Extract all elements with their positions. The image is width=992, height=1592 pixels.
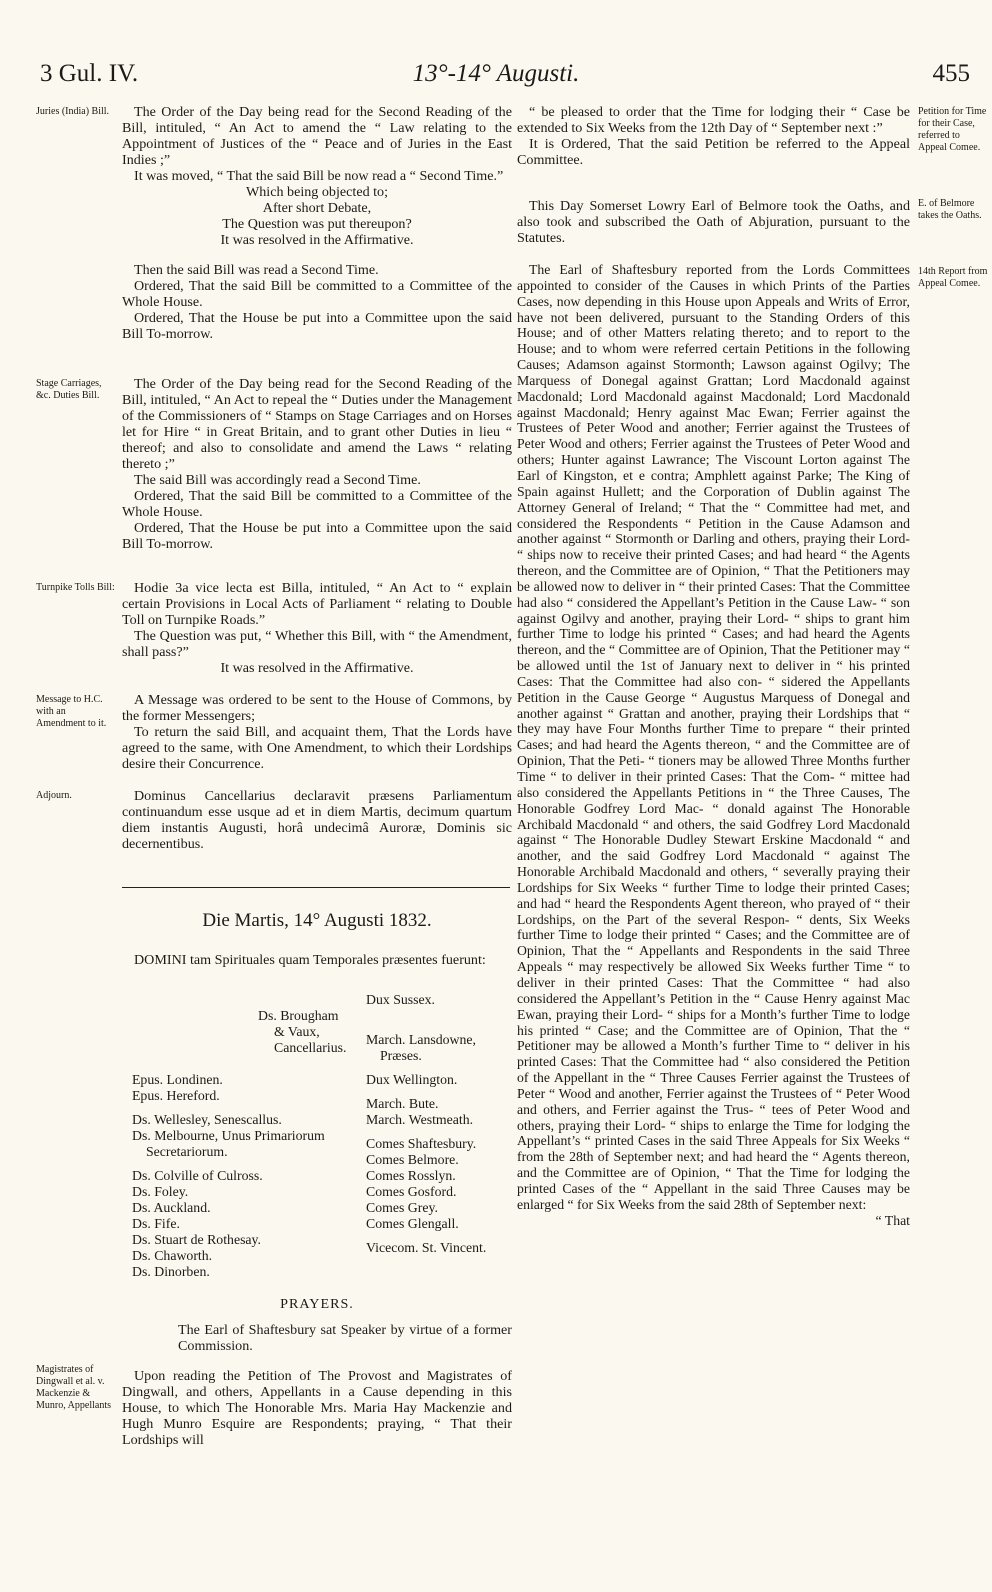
present-lord: Secretariorum. bbox=[146, 1144, 228, 1159]
present-lord bbox=[366, 1088, 516, 1096]
paragraph: The Question was put, “ Whether this Bill, with “ the Amendment, shall pass?” bbox=[122, 628, 512, 660]
paragraph: Ordered, That the House be put into a Committee upon the said Bill To-morrow. bbox=[122, 310, 512, 342]
domini-heading bbox=[122, 952, 512, 968]
paragraph: Ordered, That the said Bill be committed to a Committee of the Whole House. bbox=[122, 488, 512, 520]
present-lord: Ds. Stuart de Rothesay. bbox=[132, 1232, 262, 1247]
header-date bbox=[0, 60, 992, 88]
present-lords-left bbox=[132, 1072, 362, 1280]
paragraph: The Order of the Day being read for the Second Reading of the Bill, intituled, “ An Act to repeal the “ Duties under the Management of the Commissioners of “ Stamps on Stage Carriages and on Horses let for Hire “ in Great Britain, and to grant other Duties in lieu “ thereof; and also to consolidate and amend the Laws “ relating thereto ;” bbox=[122, 376, 512, 472]
present-lord bbox=[366, 1128, 516, 1136]
present-lord bbox=[366, 1024, 516, 1032]
speaker-note: The Earl of Shaftesbury sat Speaker by virtue of a former Commission. bbox=[178, 1322, 512, 1354]
present-lord: Ds. Auckland. bbox=[132, 1200, 211, 1215]
present-lord: Comes Gosford. bbox=[366, 1184, 457, 1199]
present-lord: Ds. Chaworth. bbox=[132, 1248, 213, 1263]
present-lord: Comes Belmore. bbox=[366, 1152, 459, 1167]
header-regnal-year: 3 Gul. IV. bbox=[40, 60, 139, 87]
present-lord: Dux Wellington. bbox=[366, 1072, 458, 1087]
present-lord: Comes Shaftesbury. bbox=[366, 1136, 477, 1151]
section-rule bbox=[122, 887, 510, 888]
adjourn-section bbox=[122, 788, 512, 852]
present-lord: Ds. Wellesley, Senescallus. bbox=[132, 1112, 282, 1127]
page-number: 455 bbox=[932, 60, 970, 87]
margin-note-turnpike: Turnpike Tolls Bill: bbox=[36, 582, 115, 593]
paragraph: The said Bill was accordingly read a Second Time. bbox=[134, 472, 421, 488]
present-lord: Ds. Foley. bbox=[132, 1184, 189, 1199]
margin-note-juries: Juries (India) Bill. bbox=[36, 106, 110, 117]
present-lord: Vicecom. St. Vincent. bbox=[366, 1240, 487, 1255]
paragraph: Ordered, That the said Bill be committed to a Committee of the Whole House. bbox=[122, 278, 512, 310]
message-section bbox=[122, 692, 512, 772]
paragraph: Dominus Cancellarius declaravit præsens Parliamentum continuandum esse usque ad et in diem Martis, decimum quartum diem instantis Augusti, horâ undecimâ Auroræ, Dominis sic decernentibus. bbox=[122, 788, 512, 852]
question-line: The Question was put thereupon? bbox=[222, 216, 412, 232]
paragraph: A Message was ordered to be sent to the House of Commons, by the former Messengers; bbox=[122, 692, 512, 724]
paragraph: Hodie 3a vice lecta est Billa, intituled, “ An Act to “ explain certain Provisions in Local Acts of Parliament “ relating to Double Toll on Turnpike Roads.” bbox=[122, 580, 512, 628]
present-lord bbox=[132, 1160, 362, 1168]
present-lord: March. Bute. bbox=[366, 1096, 439, 1111]
paragraph: Upon reading the Petition of The Provost and Magistrates of Dingwall, and others, Appellants in a Cause depending in this House, to which The Honorable Mrs. Maria Hay Mackenzie and Hugh Munro Esquire are Respondents; praying, “ That their Lordships will bbox=[122, 1368, 512, 1448]
catchword: “ That bbox=[875, 1212, 910, 1228]
margin-note-belmore: E. of Belmore takes the Oaths. bbox=[918, 198, 982, 221]
paragraph: DOMINI tam Spirituales quam Temporales præsentes fuerunt: bbox=[134, 952, 486, 968]
belmore-section bbox=[517, 198, 910, 246]
objection-line: Which being objected to; bbox=[245, 184, 389, 200]
paragraph: It is Ordered, That the said Petition be referred to the Appeal Committee. bbox=[517, 136, 910, 168]
chancellor-office: Cancellarius. bbox=[274, 1040, 347, 1055]
paragraph: “ be pleased to order that the Time for lodging their “ Case be extended to Six Weeks from the 12th Day of “ September next :” bbox=[517, 104, 910, 136]
prayers-heading: PRAYERS. bbox=[280, 1296, 354, 1312]
present-lord: Ds. Fife. bbox=[132, 1216, 180, 1231]
paragraph: This Day Somerset Lowry Earl of Belmore took the Oaths, and also took and subscribed the Oath of Abjuration, pursuant to the Statutes. bbox=[517, 198, 910, 246]
present-lord: Comes Glengall. bbox=[366, 1216, 459, 1231]
present-lord: Ds. Dinorben. bbox=[132, 1264, 210, 1279]
paragraph: To return the said Bill, and acquaint them, That the Lords have agreed to the same, with One Amendment, to which their Lordships desire their Concurrence. bbox=[122, 724, 512, 772]
debate-line: After short Debate, bbox=[262, 200, 372, 216]
present-lord: Ds. Colville of Culross. bbox=[132, 1168, 263, 1183]
report-section bbox=[517, 262, 910, 1228]
header-date-text: 13°-14° Augusti. bbox=[412, 60, 580, 87]
present-lord: Ds. Melbourne, Unus Primariorum bbox=[132, 1128, 325, 1143]
present-lord: March. Lansdowne, bbox=[366, 1032, 476, 1047]
present-lord: Epus. Hereford. bbox=[132, 1088, 220, 1103]
present-lord bbox=[366, 1232, 516, 1240]
present-lord: Præses. bbox=[380, 1048, 422, 1063]
present-lord: Comes Rosslyn. bbox=[366, 1168, 456, 1183]
chancellor-title: & Vaux, bbox=[274, 1024, 320, 1039]
paragraph: Ordered, That the House be put into a Committee upon the said Bill To-morrow. bbox=[122, 520, 512, 552]
margin-note-message: Message to H.C. with an Amendment to it. bbox=[36, 694, 107, 729]
resolution-line: It was resolved in the Affirmative. bbox=[220, 232, 414, 248]
margin-note-stage: Stage Carriages, &c. Duties Bill. bbox=[36, 378, 102, 401]
present-lord bbox=[366, 1016, 516, 1024]
margin-note-petition: Petition for Time for their Case, referred to Appeal Comee. bbox=[918, 106, 987, 153]
chancellor-name: Ds. Brougham bbox=[258, 1008, 339, 1023]
juries-bill-section bbox=[122, 104, 512, 342]
present-lords-right bbox=[366, 992, 516, 1256]
stage-carriages-section bbox=[122, 376, 512, 552]
present-lord: Dux Sussex. bbox=[366, 992, 435, 1007]
prayers-section bbox=[122, 1296, 512, 1448]
paragraph: The Earl of Shaftesbury reported from the Lords Committees appointed to consider of the Causes in which Prints of the Parties Cases, now depending in this House upon Appeals and Writs of Error, have not been delivered, pursuant to the Standing Orders of this House; and of other Matters relating thereto; and to report to the House; and to whom were referred certain Petitions in the following Causes; Adamson against Stormonth; Lawson against Ogilvy; The Marquess of Donegal against Grattan; Lord Macdonald against Macdonald; Lord Macdonald against Macdonald; Lord Macdonald against Macdonald; Henry against Mac Ewan; Ferrier against the Trustees of Peter Wood and another; Ferrier against the Trustees of Peter Wood and others; Ferrier against the Trustees of Peter Wood and others; Hunter against Lawrance; The Viscount Lorton against The Earl of Kingston, et e contra; Amphlett against Parke; The King of Spain against Hullett; and the Corporation of Dublin against The Attorney General of Ireland; “ That the “ Committee had met, and considered the Respondents “ Petition in the Cause Adamson and another against “ Stormonth or Darling and others, praying their Lord- “ ships now to receive their printed Cases; and had heard “ the Agents thereon, and the Committee are of Opinion, “ That the Petitioners may be allowed now to deliver in “ their printed Cases: That the Committee had also “ considered the Appellant’s Petition in the Cause Law- “ son against Ogilvy and another, praying their Lord- “ ships to grant him further Time to lodge his printed “ Cases; and had heard the Agents thereon, and the “ Committee are of Opinion, That the Petitioner may “ be allowed until the 1st of January next to deliver in “ his printed Cases: That the Committee had also con- “ sidered the Appellants Petition in the Cause George “ Augustus Marquess of Donegal and another against “ Grattan and another, praying their Lordships that “ they may have Four Months further Time to prepare “ their printed Cases; and had heard the Agents thereon, “ and the Committee are of Opinion, That the Peti- “ tioners may be allowed Three Months further Time “ to deliver in their printed Cases: That the Com- “ mittee had also considered the Appellants Petitions in “ the Three Causes, The Honorable Godfrey Lord Mac- “ donald against The Honorable Archibald Macdonald “ and others, the said Godfrey Lord Macdonald against “ The Honorable Dudley Stewart Erskine Macdonald “ and another, and the said Godfrey Lord Macdonald “ against The Honorable Archibald Macdonald and others, “ severally praying their Lordships for Six Weeks “ further Time to lodge their printed Cases; and had “ heard the Respondents Agent thereon, who prayed of “ their Lordships, on the Part of the several Respon- “ dents, Six Weeks further Time to lodge their printed “ Cases; and the Committee are of Opinion, That the “ Appellants and Respondents in the said Three Appeals “ may respectively be allowed Six Weeks further Time “ to deliver in their printed Cases: That the Committee “ had also considered the Appellant’s Petition in the “ Cause Henry against Mac Ewan, praying their Lord- “ ships for a Month’s further Time to lodge his printed “ Case; and the Committee are of Opinion, That the “ Petitioner may be allowed a Month’s further Time to “ deliver in his printed Cases: That the Committee had “ also considered the Petition of the Appellant in the “ Three Causes Ferrier against the Trustees of Peter “ Wood and another, Ferrier against the Trustees of “ Peter Wood and others, and Ferrier against the Trus- “ tees of Peter Wood and others, praying their Lord- “ ships to enlarge the Time for lodging the Appellant’s “ printed Cases in the said Three Appeals for Six Weeks “ from the 28th of September next; and had heard the “ Agents thereon, and the Committee are of Opinion, “ That the Time for lodging the printed Cases of the “ Appellant in the said Three Causes may be enlarged “ for Six Weeks from the said 28th of September next: bbox=[517, 262, 910, 1212]
present-lord: Comes Grey. bbox=[366, 1200, 438, 1215]
paragraph: It was moved, “ That the said Bill be now read a “ Second Time.” bbox=[134, 168, 504, 184]
resolution-line: It was resolved in the Affirmative. bbox=[220, 660, 414, 676]
sitting-date: Die Martis, 14° Augusti 1832. bbox=[202, 910, 432, 931]
present-lord bbox=[132, 1104, 362, 1112]
present-lord bbox=[366, 1008, 516, 1016]
margin-note-report: 14th Report from Appeal Comee. bbox=[918, 266, 988, 289]
present-lord: Epus. Londinen. bbox=[132, 1072, 223, 1087]
paragraph: The Order of the Day being read for the Second Reading of the Bill, intituled, “ An Act to amend the “ Law relating to the Appointment of Justices of the “ Peace and of Juries in the East Indies ;” bbox=[122, 104, 512, 168]
turnpike-section bbox=[122, 580, 512, 676]
petition-section bbox=[517, 104, 910, 168]
present-lord: March. Westmeath. bbox=[366, 1112, 474, 1127]
chancellor-block bbox=[258, 1008, 378, 1056]
margin-note-dingwall: Magistrates of Dingwall et al. v. Mackenzie & Munro, Appellants bbox=[36, 1364, 111, 1411]
paragraph: Then the said Bill was read a Second Time. bbox=[134, 262, 379, 278]
present-lord bbox=[366, 1064, 516, 1072]
margin-note-adjourn: Adjourn. bbox=[36, 790, 72, 801]
